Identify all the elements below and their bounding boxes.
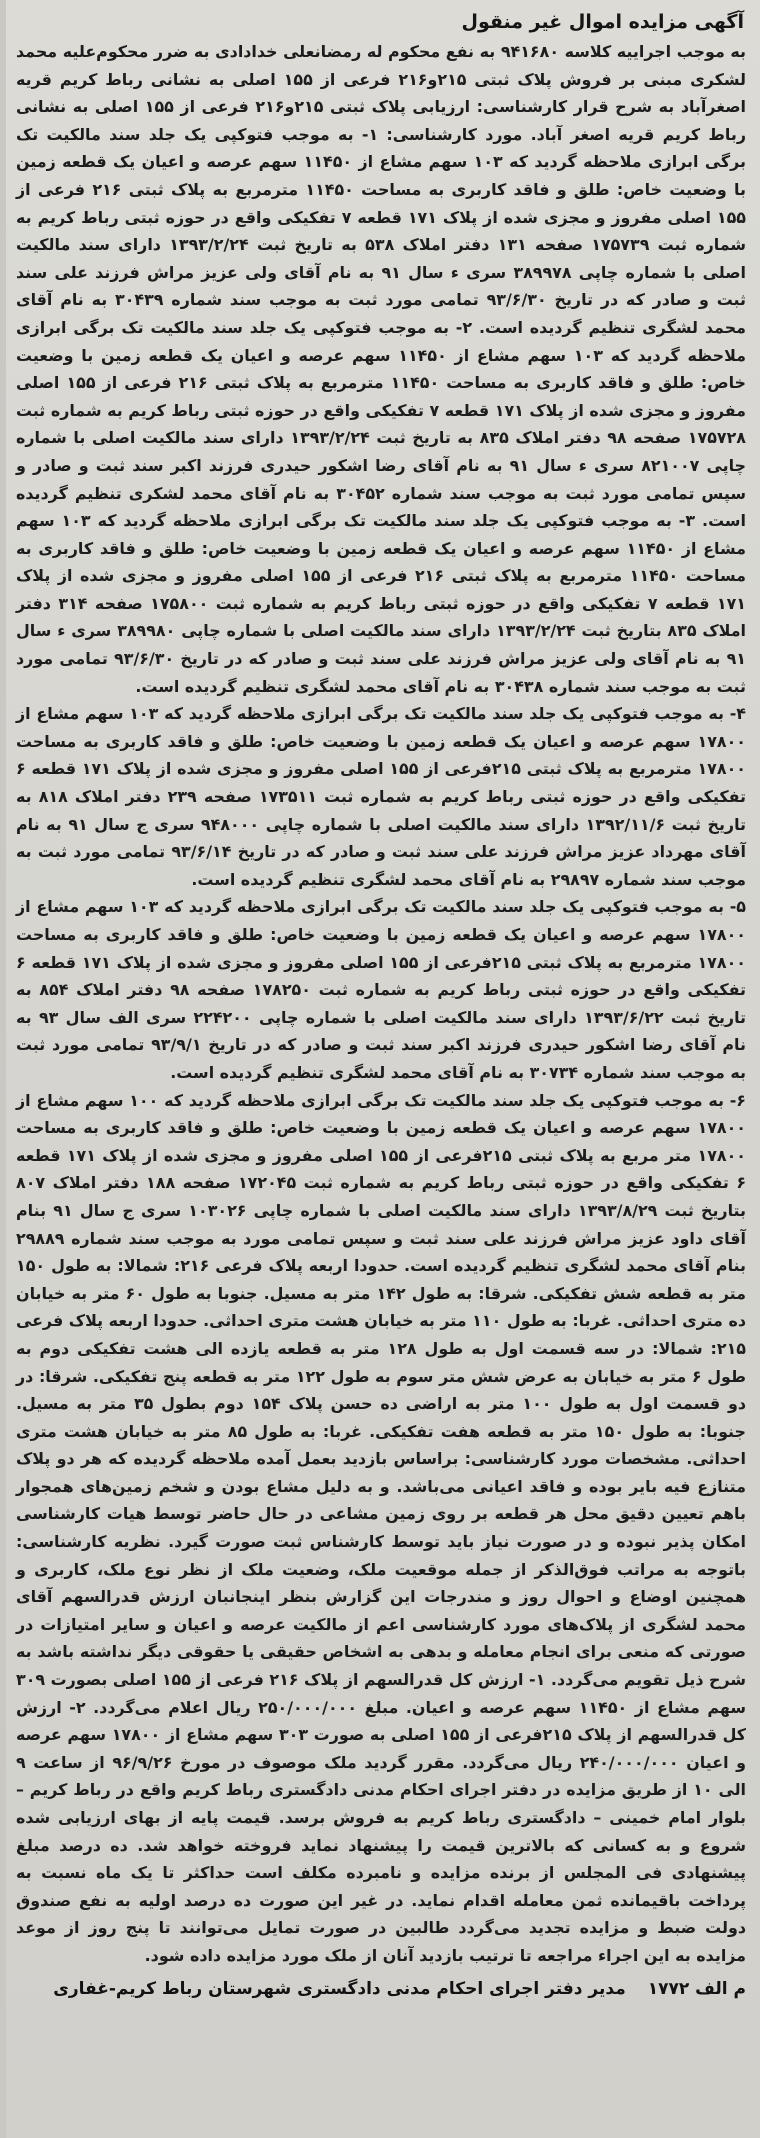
notice-code: م الف ۱۷۷۲ xyxy=(647,1978,746,1999)
page-edge xyxy=(0,0,6,2138)
notice-paragraph-1: به موجب اجراییه کلاسه ۹۴۱۶۸۰ به نفع محکوم له رمضانعلی خدادادی به ضرر محکوم‌علیه محمد لشکری مبنی بر فروش پلاک ثبتی ۲۱۵و۲۱۶ فرعی از ۱۵۵ اصلی به نشانی رباط کریم قریه اصغرآباد به شرح قرار کارشناسی: ارزیابی پلاک ثبتی ۲۱۵و۲۱۶ فرعی از ۱۵۵ اصلی به نشانی رباط کریم قریه اصغر آباد. مورد کارشناسی: ۱- به موجب فتوکپی یک جلد سند مالکیت تک برگی ابرازی ملاحظه گردید که ۱۰۳ سهم مشاع از ۱۱۴۵۰ سهم عرصه و اعیان یک قطعه زمین با وضعیت خاص: طلق و فاقد کاربری به مساحت ۱۱۴۵۰ مترمربع به پلاک ثبتی ۲۱۶ فرعی از ۱۵۵ اصلی مفروز و مجزی شده از پلاک ۱۷۱ قطعه ۷ تفکیکی واقع در حوزه ثبتی رباط کریم به شماره ثبت ۱۷۵۷۳۹ صفحه ۱۳۱ دفتر املاک ۵۳۸ به تاریخ ثبت ۱۳۹۳/۲/۲۴ دارای سند مالکیت اصلی با شماره چاپی ۳۸۹۹۷۸ سری ء سال ۹۱ به نام آقای ولی عزیز مراش فرزند علی سند ثبت و صادر که در تاریخ ۹۳/۶/۳۰ تمامی مورد ثبت به موجب سند شماره ۳۰۴۳۹ به نام آقای محمد لشگری تنظیم گردیده است. ۲- به موجب فتوکپی یک جلد سند مالکیت تک برگی ابرازی ملاحظه گردید که ۱۰۳ سهم مشاع از ۱۱۴۵۰ سهم عرصه و اعیان یک قطعه زمین با وضعیت خاص: طلق و فاقد کاربری به مساحت ۱۱۴۵۰ مترمربع به پلاک ثبتی ۲۱۶ فرعی از ۱۵۵ اصلی مفروز و مجزی شده از پلاک ۱۷۱ قطعه ۷ تفکیکی واقع در حوزه ثبتی رباط کریم به شماره ثبت ۱۷۵۷۲۸ صفحه ۹۸ دفتر املاک ۸۳۵ به تاریخ ثبت ۱۳۹۳/۲/۲۴ دارای سند مالکیت اصلی با شماره چاپی ۸۲۱۰۰۷ سری ء سال ۹۱ به نام آقای رضا اشکور حیدری فرزند اکبر سند ثبت و صادر و سپس تمامی مورد ثبت به موجب سند شماره ۳۰۴۵۲ به نام آقای محمد لشکری تنظیم گردیده است. ۳- به موجب فتوکپی یک جلد سند مالکیت تک برگی ابرازی ملاحظه گردید که ۱۰۳ سهم مشاع از ۱۱۴۵۰ سهم عرصه و اعیان یک قطعه زمین با وضعیت خاص: طلق و فاقد کاربری به مساحت ۱۱۴۵۰ مترمربع به پلاک ثبتی ۲۱۶ فرعی از ۱۵۵ اصلی مفروز و مجزی شده از پلاک ۱۷۱ قطعه ۷ تفکیکی واقع در حوزه ثبتی رباط کریم به شماره ثبت ۱۷۵۸۰۰ صفحه ۳۱۴ دفتر املاک ۸۳۵ بتاریخ ثبت ۱۳۹۳/۲/۲۴ دارای سند مالکیت اصلی با شماره چاپی ۳۸۹۹۸۰ سری ء سال ۹۱ به نام آقای ولی عزیز مراش فرزند علی سند ثبت و صادر که در تاریخ ۹۳/۶/۳۰ تمامی مورد ثبت به موجب سند شماره ۳۰۴۳۸ به نام آقای محمد لشگری تنظیم گردیده است. xyxy=(16,42,747,696)
notice-footer xyxy=(16,1976,746,2002)
notice-paragraph-4: ۶- به موجب فتوکپی یک جلد سند مالکیت تک برگی ابرازی ملاحظه گردید که ۱۰۰ سهم مشاع از ۱۷۸۰۰ سهم عرصه و اعیان یک قطعه زمین با وضعیت خاص: طلق و فاقد کاربری به مساحت ۱۷۸۰۰ متر مربع به پلاک ثبتی ۲۱۵فرعی از ۱۵۵ اصلی مفروز و مجزی شده از پلاک ۱۷۱ قطعه ۶ تفکیکی واقع در حوزه ثبتی رباط کریم به شماره ثبت ۱۷۲۰۴۵ صفحه ۱۸۸ دفتر املاک ۸۰۷ بتاریخ ثبت ۱۳۹۳/۸/۲۹ دارای سند مالکیت اصلی با شماره چاپی ۱۰۳۰۲۶ سری ج سال ۹۱ بنام آقای داود عزیز مراش فرزند علی سند ثبت و سپس تمامی مورد به موجب سند شماره ۲۹۸۸۹ بنام آقای محمد لشگری تنظیم گردیده است. حدودا اربعه پلاک فرعی ۲۱۶: شمالا: به طول ۱۵۰ متر به قطعه شش تفکیکی. شرقا: به طول ۱۴۲ متر به مسیل. جنوبا به طول ۶۰ متر به خیابان ده متری احداثی. غربا: به طول ۱۱۰ متر به خیابان هشت متری احداثی. حدودا اربعه پلاک فرعی ۲۱۵: شمالا: در سه قسمت اول به طول ۱۲۸ متر به قطعه یازده الی هشت تفکیکی دوم به طول ۶ متر به خیابان به عرض شش متر سوم به طول ۱۲۲ متر به قطعه پنج تفکیکی. شرقا: در دو قسمت اول به طول ۱۰۰ متر به اراضی ده حسن پلاک ۱۵۴ دوم بطول ۳۵ متر به مسیل. جنوبا: به طول ۱۵۰ متر به قطعه هفت تفکیکی. غربا: به طول ۸۵ متر به خیابان هشت متری احداثی. مشخصات مورد کارشناسی: براساس بازدید بعمل آمده ملاحظه گردیده که هر دو پلاک متنازع فیه بایر بوده و فاقد اعیانی می‌باشد. و به دلیل مشاع بودن و شخم زمین‌های همجوار باهم تعیین دقیق محل هر قطعه بر روی زمین مشاعی در حال حاضر توسط هیات کارشناسی امکان پذیر نبوده و در صورت نیاز باید توسط کارشناس ثبت صورت گیرد. نظریه کارشناسی: باتوجه به مراتب فوق‌الذکر از جمله موقعیت ملک، وضعیت ملک از نظر نوع ملک، کاربری و همچنین اوضاع و احوال روز و مندرجات این گزارش بنظر اینجانبان ارزش قدرالسهم آقای محمد لشگری از پلاک‌های مورد کارشناسی اعم از مالکیت عرصه و اعیان و سایر امتیازات در صورتی که منعی برای انجام معامله و بدهی به اشخاص حقیقی یا حقوقی دیگر نداشته باشد به شرح ذیل تقویم می‌گردد. ۱- ارزش کل قدرالسهم از پلاک ۲۱۶ فرعی از ۱۵۵ اصلی بصورت ۳۰۹ سهم مشاع از ۱۱۴۵۰ سهم عرصه و اعیان. مبلغ ۲۵۰/۰۰۰/۰۰۰ ریال اعلام می‌گردد. ۲- ارزش کل قدرالسهم از پلاک ۲۱۵فرعی از ۱۵۵ اصلی به صورت ۳۰۳ سهم مشاع از ۱۷۸۰۰ سهم عرصه و اعیان ۲۴۰/۰۰۰/۰۰۰ ریال می‌گردد. مقرر گردید ملک موصوف در مورخ ۹۶/۹/۲۶ از ساعت ۹ الی ۱۰ از طریق مزایده در دفتر اجرای احکام مدنی دادگستری رباط کریم واقع در رباط کریم – بلوار امام خمینی – دادگستری رباط کریم به فروش برسد. قیمت پایه از بهای ارزیابی شده شروع و به کسانی که بالاترین قیمت را پیشنهاد نماید فروخته خواهد شد. ده درصد مبلغ پیشنهادی فی المجلس از برنده مزایده و نامبرده مکلف است حداکثر تا یک ماه نسبت به پرداخت باقیمانده ثمن معامله اقدام نماید. در غیر این صورت ده درصد اولیه به نفع صندوق دولت ضبط و مزایده تجدید می‌گردد طالبین در صورت تمایل می‌توانند تا پنج روز از موعد مزایده به این اجراء مراجعه تا ترتیب بازدید آنان از ملک مورد مزایده داده شود. xyxy=(16,1090,747,1965)
notice-paragraph-3: ۵- به موجب فتوکپی یک جلد سند مالکیت تک برگی ابرازی ملاحظه گردید که ۱۰۳ سهم مشاع از ۱۷۸۰۰ سهم عرصه و اعیان یک قطعه زمین با وضعیت خاص: طلق و فاقد کاربری به مساحت ۱۷۸۰۰ مترمربع به پلاک ثبتی ۲۱۵فرعی از ۱۵۵ اصلی مفروز و مجزی شده از پلاک ۱۷۱ قطعه ۶ تفکیکی واقع در حوزه ثبتی رباط کریم به شماره ثبت ۱۷۸۲۵۰ صفحه ۹۸ دفتر املاک ۸۵۴ به تاریخ ثبت ۱۳۹۳/۶/۲۲ دارای سند مالکیت اصلی با شماره چاپی ۲۲۴۲۰۰ سری الف سال ۹۳ به نام آقای رضا اشکور حیدری فرزند اکبر سند ثبت و صادر که در تاریخ ۹۳/۹/۱ تمامی مورد ثبت به موجب سند شماره ۳۰۷۳۴ به نام آقای محمد لشگری تنظیم گردیده است. xyxy=(16,897,747,1082)
notice-signature: مدیر دفتر اجرای احکام مدنی دادگستری شهرستان رباط کریم-غفاری xyxy=(53,1978,626,1999)
notice-title: آگهی مزایده اموال غیر منقول xyxy=(461,11,744,33)
notice-body xyxy=(16,38,746,1970)
notice-paragraph-2: ۴- به موجب فتوکپی یک جلد سند مالکیت تک برگی ابرازی ملاحظه گردید که ۱۰۳ سهم مشاع از ۱۷۸۰۰ سهم عرصه و اعیان یک قطعه زمین با وضعیت خاص: طلق و فاقد کاربری به مساحت ۱۷۸۰۰ مترمربع به پلاک ثبتی ۲۱۵فرعی از ۱۵۵ اصلی مفروز و مجزی شده از پلاک ۱۷۱ قطعه ۶ تفکیکی واقع در حوزه ثبتی رباط کریم به شماره ثبت ۱۷۳۵۱۱ صفحه ۲۳۹ دفتر املاک ۸۱۸ به تاریخ ثبت ۱۳۹۲/۱۱/۶ دارای سند مالکیت اصلی با شماره چاپی ۹۴۸۰۰۰ سری ج سال ۹۱ به نام آقای مهرداد عزیز مراش فرزند علی سند ثبت و صادر که در تاریخ ۹۳/۶/۱۴ تمامی مورد ثبت به موجب سند شماره ۲۹۸۹۷ به نام آقای محمد لشگری تنظیم گردیده است. xyxy=(16,704,747,889)
